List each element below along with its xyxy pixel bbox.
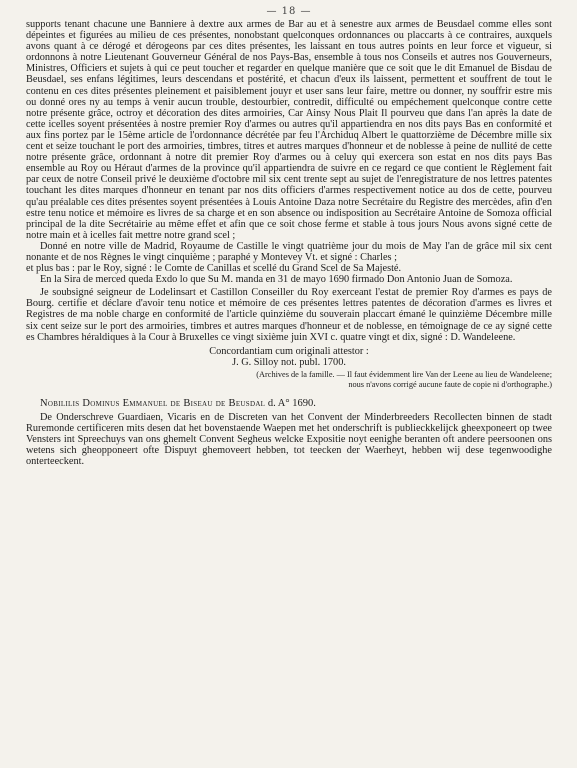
section-heading xyxy=(26,398,552,410)
page-number: — 18 — xyxy=(266,6,312,17)
notary-attestation xyxy=(26,346,552,369)
archive-note-line: (Archives de la famille. — Il faut évidemment lire Van der Leene au lieu de Wandeleene; xyxy=(256,369,552,379)
dutch-certification-paragraph: De Onderschreve Guardiaen, Vicaris en de Discreten van het Convent der Minderbreeders Recollecten binnen de stadt Ruremonde certificeren mits desen dat het bovenstaende Waepen met het onderschrift is publieckkelijck gheexponeert op twee Vensters int Spreechuys van ons ghemelt Convent Segheus welcke Expositie noyt eenighe beranten oft andere peersoonen ons wetens sich gheopponeert ofte Dispuyt ghemoveert hebben, tot teecken der Waerheyt, hebben wij dese tegenwoodighe onterteeckent. xyxy=(26,411,552,468)
given-at-madrid-paragraph: Donné en notre ville de Madrid, Royaume de Castille le vingt quatrième jour du mois de May l'an de grâce mil six cent nonante et de nos Règnes le vingt cinquième ; paraphé y Montevey Vt. et signé : Charles ; xyxy=(26,240,552,263)
section-heading-name: Nobililis Dominus Emmanuel de Biseau de Beusdal xyxy=(40,397,266,409)
document-page xyxy=(26,6,552,467)
archive-note xyxy=(26,370,552,390)
section-heading-date: d. A° 1690. xyxy=(265,397,316,409)
archive-note-line: nous n'avons corrigé aucune faute de copie ni d'orthographe.) xyxy=(348,379,552,389)
signed-by-king-paragraph: et plus bas : par le Roy, signé : le Comte de Canillas et scellé du Grand Scel de Sa Majesté. xyxy=(26,263,402,275)
letters-patent-paragraph: supports tenant chacune une Banniere à dextre aux armes de Bar au et à senestre aux armes de Beusdael comme elles sont dépeintes et figurées au milieu de ces présentes, nonobstant quelconques ordonnances ou placcarts à ce contraires, auxquels avons quant à ce dérogé et dérogeons par ces dites présentes, les laissant en tous autres points en leur force et vigueur, si ordonnons à notre Lieutenant Gouverneur Général de nos Pays-Bas, ensemble à tous nos Conseils et autres nos Gouverneurs, Ministres, Officiers et sujets à qui ce peut toucher et regarder en quelque manière que ce soit que le dit Emanuel de Bisdau de Beusdael, ses enfans légitimes, leurs descendans et postérité, et chacun d'eux ils laissent, permettent et souffrent de tout le contenu en ces dites présentes pleinement et paisiblement jouyr et user sans leur faire, mettre ou donner, ny souffrir estre mis ou donné ores ny au temps à venir aucun trouble, destourbier, contredit, difficulté ou empéchement quelconque contre cette notre présente grâce, octroy et décoration des dites armoiries, Car Ainsy Nous Plait Il pourveu que dans l'an après la date de cette icelles soyent présentées à nostre premier Roy d'armes ou autres qu'il appartiendra en nos dits pays Bas en conformité et aux fins portez par le 15ème article de l'ordonnance décrétée par feu l'Archiduq Albert le quattorzième de Décembre mille six cent et seize touchant le port des armoiries, timbres, titres et autres marques d'honneur et de noblesse à peine de nullité de cette notre présente grâce, ordonnant à notre dit premier Roy d'armes ou à celuy qui exercera son estat en nos dits pays Bas ensemble au Roy ou Héraut d'armes de la province qu'il appartiendra de suivre en ce regard ce que contient le Règlement fait par ceux de notre Conseil privé le deuxième d'octobre mil six cent trente sept au sujet de l'enregistrature de nos lettres patentes touchant les dites marques d'honneur en tenant par nos dits officiers d'armes respectivement notice au dos de cette, pourveu qu'au préalable ces dites présentes soyent présentées à Louis Antoine Daza notre Secrétaire du Registre des mercèdes, afin d'en estre tenu notice et mémoire es livres de sa charge et en son absence ou indisposition au Secrétaire Antoine de Somoza official principal de la dite Secrétairie au même effet et afin que ce soit chose ferme et stable à tous jours Nous avons signé cette de notre main et à icelles fait mettre notre grand scel ; xyxy=(26,19,552,241)
herald-certification-paragraph: Je soubsigné seigneur de Lodelinsart et Castillon Conseiller du Roy exerceant l'estat de premier Roy d'armes es pays de Bourg. certifie et déclare d'avoir tenu notice et mémoire de ces présentes lettres patentes de décoration d'armes es livres et Registres de ma noble charge en conformité de l'article quinzième du souverain placcart émané le quinzième Décembre mille six cent seize sur le port des armoiries, timbres et autres marques d'honneur et de noblesse, en témoignage de ce ay signé cette es Chambres héraldiques à la Cour à Bruxelles ce vingt sixième juin XVI c. quatre vingt et dix, signé : D. Wandeleene. xyxy=(26,287,552,343)
spanish-registration-paragraph: En la Sira de merced queda Exdo lo que Su M. manda en 31 de mayo 1690 firmado Don Antonio Juan de Somoza. xyxy=(40,274,513,286)
attestation-line: Concordantiam cum originali attestor : xyxy=(209,345,369,357)
notary-signature: J. G. Silloy not. publ. 1700. xyxy=(232,357,346,369)
